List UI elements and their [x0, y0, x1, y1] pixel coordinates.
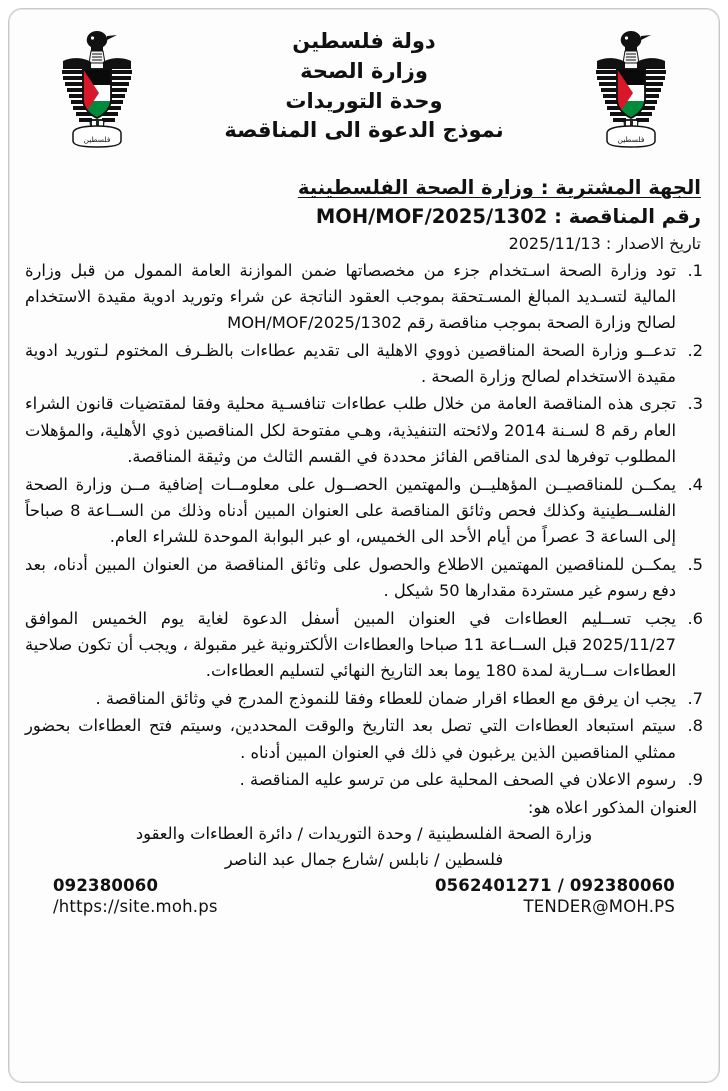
address-organization: وزارة الصحة الفلسطينية / وحدة التوريدات / دائرة العطاءات والعقود — [135, 824, 593, 844]
document-header — [23, 19, 705, 171]
phone-secondary: 092380060 — [53, 875, 159, 895]
clause-number: 6. — [687, 608, 703, 628]
clause-number: 3. — [687, 394, 703, 414]
clause-item — [25, 606, 703, 685]
contact-row-phones — [27, 876, 701, 895]
coat-of-arms-eagle-icon-right — [585, 25, 677, 155]
clause-number: 1. — [687, 260, 703, 280]
clause-text: تجرى هذه المناقصة العامة من خلال طلب عطاءات تنافسـية محلية وفقا لمقتضيات قانون الشراء العام رقم 8 لسـنة 2014 ولائحته التنفيذية، وهـي مفتوحة لكل المناقصين ذوي الأهلية، والمؤهلات المطلوب توفرها لدى المناقص الفائز محددة في القسم الثالث من وثيقة المناقصة. — [25, 394, 676, 467]
header-line-state: دولة فلسطين — [292, 29, 436, 53]
clause-text: يمكــن للمناقصين المهتمين الاطلاع والحصول على وثائق المناقصة من العنوان المبين أدناه، بعد دفع رسوم غير مستردة مقدارها 50 شيكل . — [25, 554, 676, 601]
clause-item — [25, 472, 703, 551]
clause-item — [25, 552, 703, 605]
contact-row-web — [27, 897, 701, 916]
address-block — [23, 795, 705, 915]
header-line-form-title: نموذج الدعوة الى المناقصة — [224, 118, 504, 143]
phone-primary: 0562401271 / 092380060 — [434, 875, 675, 895]
website-url[interactable]: /https://site.moh.ps — [53, 896, 218, 916]
header-line-ministry: وزارة الصحة — [300, 58, 428, 83]
clause-number: 5. — [687, 554, 703, 574]
clause-item — [25, 713, 703, 766]
clause-text: سيتم استبعاد العطاءات التي تصل بعد التاريخ والوقت المحددين، وسيتم فتح العطاءات بحضور ممثلي المناقصين الذين يرغبون في ذلك في العنوان المبين أدناه . — [25, 716, 676, 762]
clause-text: رسوم الاعلان في الصحف المحلية على من ترسو عليه المناقصة . — [239, 769, 676, 789]
clause-text: تدعــو وزارة الصحة المناقصين ذووي الاهلية الى تقديم عطاءات بالظـرف المختوم لـتوريد ادوية مقيدة الاستخدام لصالح وزارة الصحة . — [25, 340, 676, 387]
clause-number: 7. — [687, 688, 703, 708]
clause-number: 4. — [687, 474, 703, 494]
tender-number: رقم المناقصة : MOH/MOF/2025/1302 — [315, 205, 701, 229]
email-address[interactable]: TENDER@MOH.PS — [523, 896, 675, 916]
clause-item — [25, 258, 703, 337]
purchasing-entity: الجهة المشترية : وزارة الصحة الفلسطينية — [297, 176, 701, 199]
issue-date: تاريخ الاصدار : 2025/11/13 — [508, 233, 701, 253]
clause-text: يمكــن للمناقصيــن المؤهليــن والمهتمين الحصــول على معلومــات إضافية مــن وزارة الصحة الفلســطينية وكذلك فحص وثائق المناقصة على العنوان المبين أدناه وذلك من الســاعة 8 صباحاً إلى الساعة 3 عصراً من أيام الأحد الى الخميس، او عبر البوابة الموحدة للشراء العام. — [25, 474, 676, 547]
tender-meta-block — [23, 171, 705, 256]
document-sheet — [8, 8, 720, 1083]
svg-text:فلسطين: فلسطين — [617, 135, 645, 144]
clause-number: 2. — [687, 340, 703, 360]
clause-list — [23, 258, 705, 794]
clause-number: 8. — [687, 716, 703, 736]
clause-item — [25, 391, 703, 470]
clause-item — [25, 767, 703, 793]
clause-number: 9. — [687, 769, 703, 789]
address-lead-label: العنوان المذكور اعلاه هو: — [527, 798, 697, 818]
clause-item — [25, 686, 703, 712]
clause-text: تود وزارة الصحة اسـتخدام جزء من مخصصاتها ضمن الموازنة العامة الممول من قبل وزارة المالية لتسـديد المبالغ المسـتحقة بموجب العقود الناتجة عن شراء وتوريد ادوية مقيدة الاستخدام لصالح وزارة الصحة بموجب مناقصة رقم MOH/MOF/2025/1302 — [25, 260, 676, 333]
svg-text:فلسطين: فلسطين — [83, 135, 111, 144]
address-street: فلسطين / نابلس /شارع جمال عبد الناصر — [224, 850, 504, 870]
clause-text: يجب ان يرفق مع العطاء اقرار ضمان للعطاء وفقا للنموذج المدرج في وثائق المناقصة . — [95, 688, 676, 708]
clause-item — [25, 338, 703, 391]
header-line-unit: وحدة التوريدات — [285, 88, 443, 113]
clause-text: يجب تســليم العطاءات في العنوان المبين أسفل الدعوة لغاية يوم الخميس الموافق 2025/11/27 قبل الســاعة 11 صباحا والعطاءات الألكترونية غير مقبولة ، ويجب أن تكون صلاحية العطاءات ســارية لمدة 180 يوما بعد التاريخ النهائي لتسليم العطاءات. — [25, 608, 676, 681]
